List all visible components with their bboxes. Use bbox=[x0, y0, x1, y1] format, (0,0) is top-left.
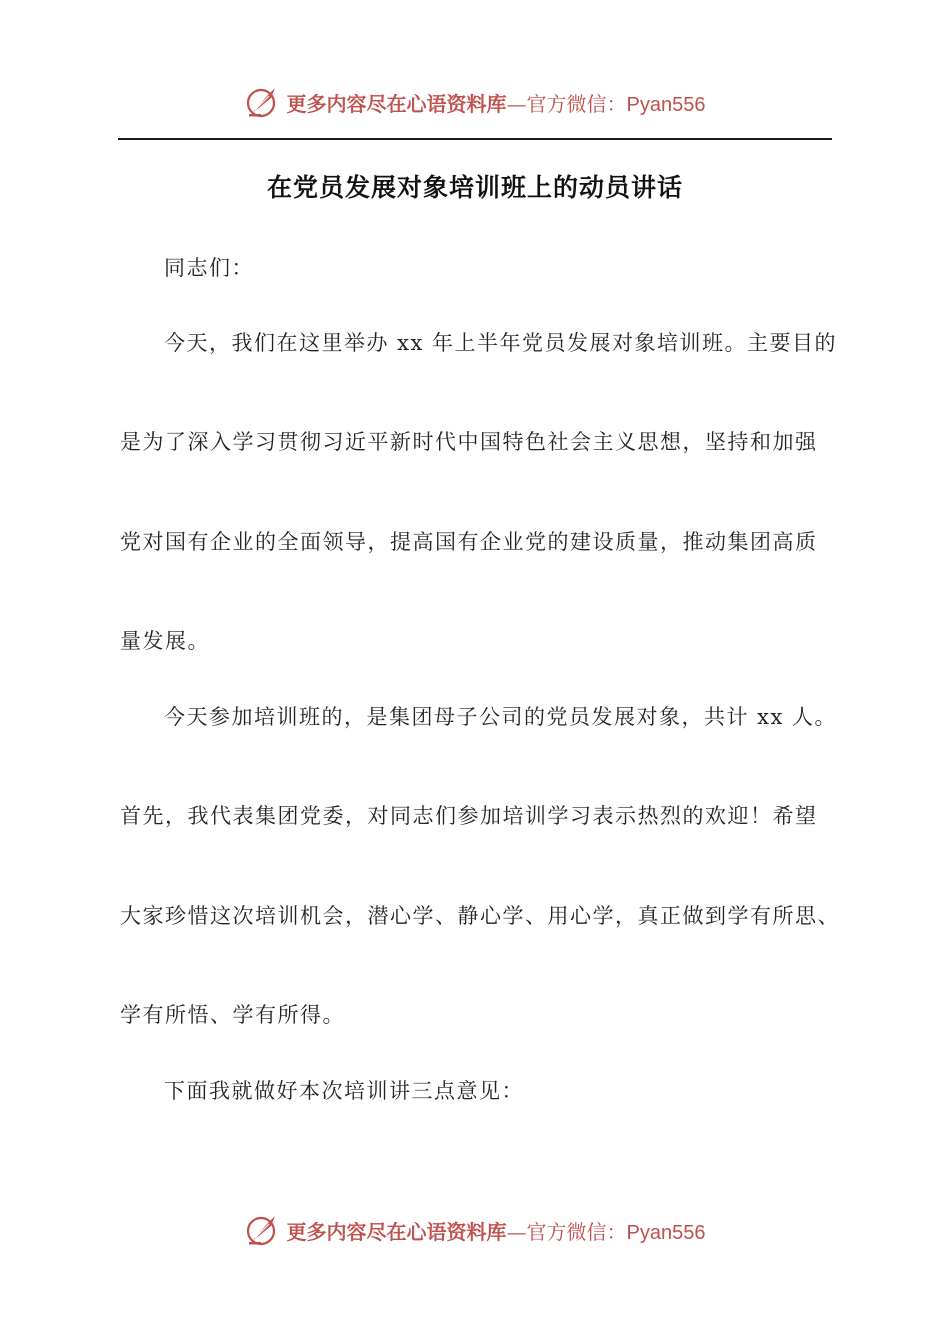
banner-site-name: 更多内容尽在心语资料库 bbox=[286, 1219, 507, 1244]
footer-banner bbox=[0, 1210, 950, 1250]
banner-wechat-label: 官方微信： bbox=[526, 1219, 627, 1244]
banner-wechat-id: Pyan556 bbox=[626, 93, 706, 116]
document-title: 在党员发展对象培训班上的动员讲话 bbox=[266, 173, 683, 202]
banner-dash: — bbox=[506, 91, 527, 116]
banner-text bbox=[287, 88, 706, 117]
banner-wechat-id: Pyan556 bbox=[626, 1221, 706, 1244]
header-banner bbox=[0, 82, 950, 122]
banner-site-name: 更多内容尽在心语资料库 bbox=[286, 91, 507, 116]
quill-pen-icon bbox=[245, 1212, 281, 1248]
header-divider bbox=[118, 138, 832, 140]
salutation: 同志们： bbox=[164, 256, 254, 280]
paragraph-line: 党对国有企业的全面领导，提高国有企业党的建设质量，推动集团高质 bbox=[120, 530, 818, 554]
paragraph-line: 今天，我们在这里举办 xx 年上半年党员发展对象培训班。主要目的 bbox=[164, 331, 838, 355]
quill-pen-icon bbox=[245, 84, 281, 120]
paragraph-line: 首先，我代表集团党委，对同志们参加培训学习表示热烈的欢迎！希望 bbox=[120, 804, 818, 828]
banner-text bbox=[287, 1216, 706, 1245]
paragraph-line: 大家珍惜这次培训机会，潜心学、静心学、用心学，真正做到学有所思、 bbox=[120, 904, 840, 928]
banner-wechat-label: 官方微信： bbox=[526, 91, 627, 116]
paragraph-line: 下面我就做好本次培训讲三点意见： bbox=[164, 1079, 524, 1103]
paragraph-line: 今天参加培训班的，是集团母子公司的党员发展对象，共计 xx 人。 bbox=[164, 705, 838, 729]
banner-dash: — bbox=[506, 1219, 527, 1244]
paragraph-line: 是为了深入学习贯彻习近平新时代中国特色社会主义思想，坚持和加强 bbox=[120, 430, 818, 454]
paragraph-line: 学有所悟、学有所得。 bbox=[120, 1003, 345, 1027]
paragraph-line: 量发展。 bbox=[120, 629, 210, 653]
